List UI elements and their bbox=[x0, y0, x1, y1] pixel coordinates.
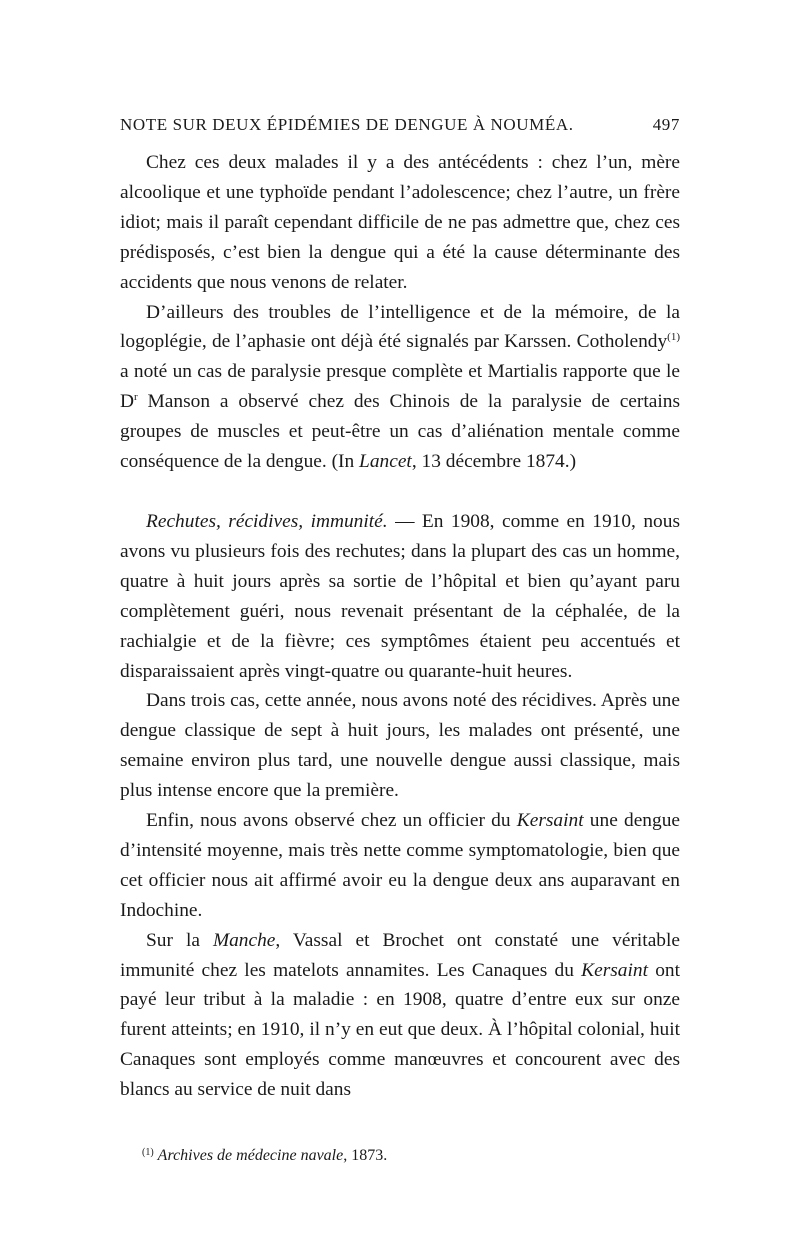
paragraph-2-text-c: Manson a observé chez des Chinois de la paralysie de certains groupes de muscles et peut-être un cas d’aliénation mentale comme conséquence de la dengue. (In bbox=[120, 391, 680, 473]
ship-name: Kersaint bbox=[516, 810, 584, 832]
doctor-abbrev-sup: r bbox=[134, 391, 138, 404]
body-text bbox=[120, 148, 680, 1105]
page-number: 497 bbox=[652, 115, 680, 134]
running-title: NOTE SUR DEUX ÉPIDÉMIES DE DENGUE À NOUMÉA. bbox=[120, 115, 574, 134]
paragraph-6-text-c: ont payé leur tribut à la maladie : en 1908, quatre d’entre eux sur onze furent atteints; en 1910, il n’y en eut que deux. À l’hôpital colonial, huit Canaques sont employés comme manœuvres et concourent avec des blancs au service de nuit dans bbox=[120, 959, 680, 1101]
paragraph-5-text-a: Enfin, nous avons observé chez un officier du bbox=[146, 810, 517, 832]
paragraph-6 bbox=[120, 926, 680, 1105]
running-head bbox=[120, 110, 680, 140]
ship-name-manche: Manche bbox=[212, 929, 276, 951]
paragraph-4: Dans trois cas, cette année, nous avons noté des récidives. Après une dengue classique de sept à huit jours, les malades ont présenté, une semaine environ plus tard, une nouvelle dengue aussi classique, mais plus intense encore que la première. bbox=[120, 690, 680, 802]
ship-name-kersaint: Kersaint bbox=[581, 959, 648, 981]
paragraph-2-text-d: , 13 décembre 1874.) bbox=[411, 451, 577, 473]
paragraph-5 bbox=[120, 806, 680, 926]
paragraph-5-text-b: une dengue d’intensité moyenne, mais très nette comme symptomatologie, bien que cet officier nous ait affirmé avoir eu la dengue deux ans auparavant en Indochine. bbox=[120, 810, 681, 921]
page bbox=[120, 110, 680, 1167]
journal-title: Lancet bbox=[359, 451, 412, 473]
paragraph-3-text: — En 1908, comme en 1910, nous avons vu plusieurs fois des rechutes; dans la plupart des cas un homme, quatre à huit jours après sa sortie de l’hôpital et bien qu’ayant paru complètement guéri, nous revenait présentant de la céphalée, de la rachialgie et de la fièvre; ces symptômes étaient peu accentués et disparaissaient après vingt-quatre ou quarante-huit heures. bbox=[120, 510, 680, 682]
paragraph-6-text-a: Sur la bbox=[146, 929, 213, 951]
section-heading: Rechutes, récidives, immunité. bbox=[146, 510, 388, 532]
paragraph-3 bbox=[120, 507, 680, 686]
footnotes bbox=[120, 1145, 680, 1167]
paragraph-2 bbox=[120, 298, 680, 477]
paragraph-2-text-b: a noté un cas de paralysie presque complète et Martialis rapporte que le D bbox=[120, 361, 680, 413]
footnote-year: , 1873. bbox=[343, 1147, 388, 1165]
paragraph-1: Chez ces deux malades il y a des antécédents : chez l’un, mère alcoolique et une typhoïde pendant l’adolescence; chez l’autre, un frère idiot; mais il paraît cependant difficile de ne pas admettre que, chez ces prédisposés, c’est bien la dengue qui a été la cause déterminante des accidents que nous venons de relater. bbox=[120, 152, 680, 293]
paragraph-6-text-b: , Vassal et Brochet ont constaté une véritable immunité chez les matelots annamites. Les Canaques du bbox=[120, 929, 680, 981]
paragraph-2-text-a: D’ailleurs des troubles de l’intelligence et de la mémoire, de la logoplégie, de l’aphasie ont déjà été signalés par Karssen. Cotholendy bbox=[120, 301, 680, 353]
footnote-source: Archives de médecine navale bbox=[157, 1147, 344, 1165]
footnote-marker: (1) bbox=[142, 1147, 154, 1159]
footnote-ref: (1) bbox=[667, 331, 680, 344]
